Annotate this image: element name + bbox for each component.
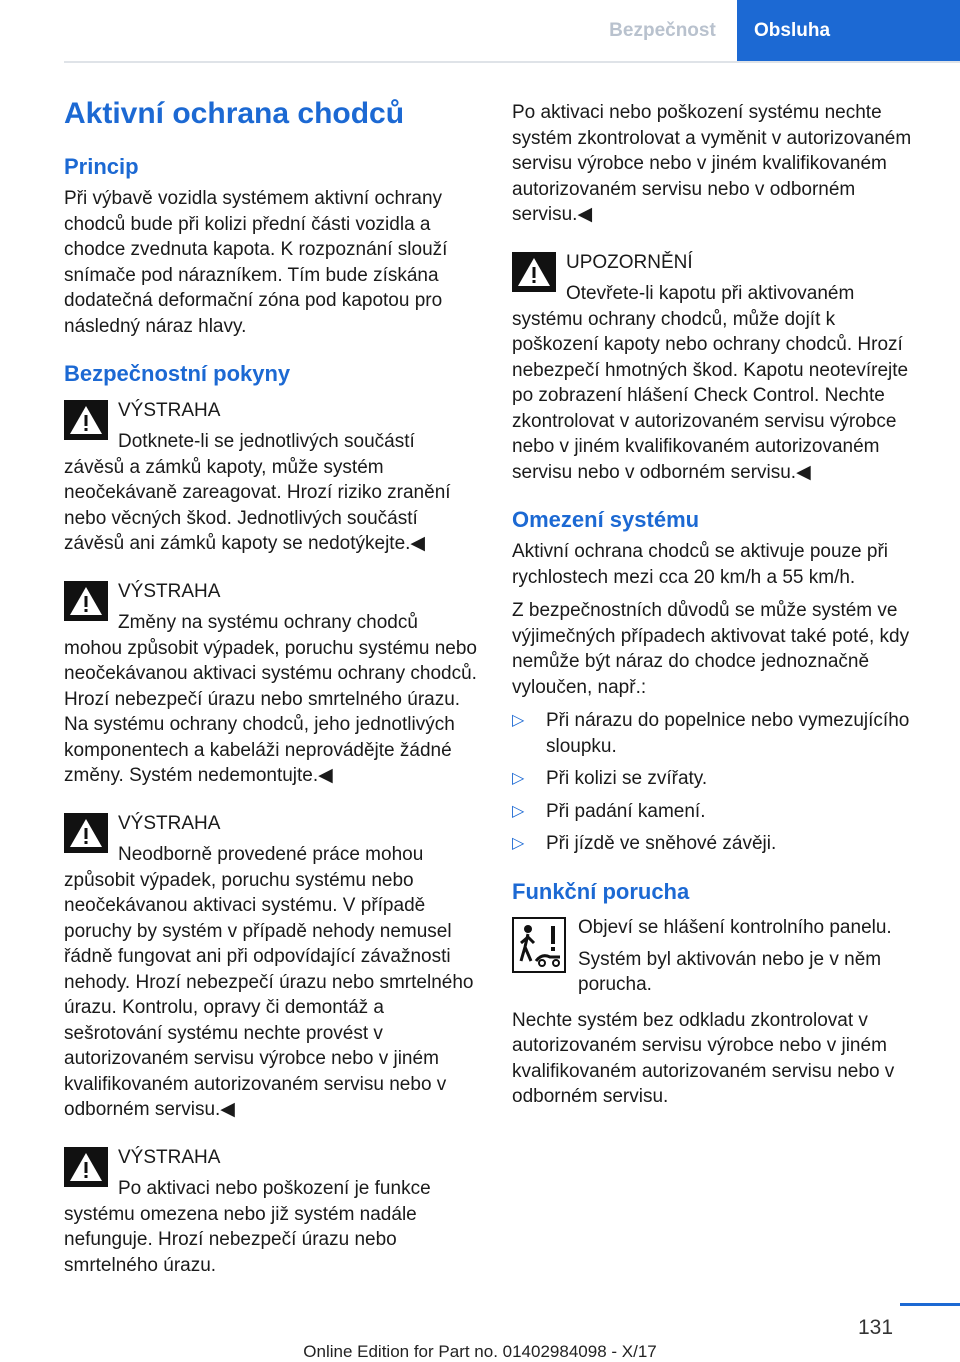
list-item xyxy=(512,799,926,825)
warning-label: VÝSTRAHA xyxy=(118,399,221,421)
limits-text-1: Aktivní ochrana chodců se aktivuje pouze při rychlostech mezi cca 20 km/h a 55 km/h. xyxy=(512,541,888,588)
limits-text-2: Z bezpečnostních důvodů se může systém ve výjimečných případech aktivovat také poté, kdy nemůže být náraz do chodce jednoznačně vyloučen, např.: xyxy=(512,600,910,698)
warning-block xyxy=(64,1145,478,1279)
warning-triangle-icon xyxy=(64,581,108,621)
warning-block xyxy=(64,579,478,789)
principle-text: Při výbavě vozidla systémem aktivní ochrany chodců bude při kolizi přední části vozidla a chodce zvednuta kapota. K rozpoznání slouží snímače pod nárazníkem. Tím bude získána dodatečná deformační zóna pod kapotou pro následný náraz hlavy. xyxy=(64,188,448,337)
safety-heading: Bezpečnostní pokyny xyxy=(64,361,291,387)
tab-safety[interactable]: Bezpečnost xyxy=(609,20,716,41)
warning-label: VÝSTRAHA xyxy=(118,1146,221,1168)
warning-text: Dotknete-li se jednotlivých součástí závěsů a zámků kapoty, může systém neočekávaně zareagovat. Hrozí riziko zranění nebo věcných škod. Jednotlivých součástí závěsů ani zámků kapoty se nedotýkejte.◀ xyxy=(64,431,451,555)
list-item-text: Při kolizi se zvířaty. xyxy=(546,768,708,790)
triangle-bullet-icon: ▷ xyxy=(512,770,525,788)
malfunction-line-1: Objeví se hlášení kontrolního panelu. xyxy=(578,917,892,939)
footer-rule xyxy=(900,1303,960,1306)
triangle-bullet-icon: ▷ xyxy=(512,712,525,730)
malfunction-heading: Funkční porucha xyxy=(512,878,690,904)
warning-triangle-icon xyxy=(64,400,108,440)
list-item xyxy=(512,766,926,792)
list-item xyxy=(512,708,926,759)
page-title: Aktivní ochrana chodců xyxy=(64,97,405,130)
malfunction-text: Nechte systém bez odkladu zkontrolovat v autorizovaném servisu výrobce nebo v jiném kvalifikovaném autorizovaném servisu nebo v odborném servisu. xyxy=(512,1009,895,1108)
warning-triangle-icon xyxy=(64,1147,108,1187)
list-item-text: Při padání kamení. xyxy=(546,800,706,822)
warning-triangle-icon xyxy=(64,813,108,853)
header-bar xyxy=(0,0,960,62)
right-column xyxy=(512,100,926,1110)
edition-label: Online Edition for Part no. 01402984098 - X/17 xyxy=(303,1342,657,1361)
warning-label: VÝSTRAHA xyxy=(118,580,221,602)
triangle-bullet-icon: ▷ xyxy=(512,802,525,820)
left-column xyxy=(64,96,478,1300)
warning-triangle-icon xyxy=(512,252,556,292)
malfunction-lines xyxy=(578,915,926,998)
list-item xyxy=(512,831,926,857)
malfunction-block xyxy=(512,915,926,1004)
tab-operation[interactable]: Obsluha xyxy=(737,0,960,62)
warning-block xyxy=(64,398,478,557)
continued-text: Po aktivaci nebo poškození systému nechte systém zkontrolovat a vyměnit v autorizovaném servisu výrobce nebo v jiném kvalifikovaném autorizovaném servisu nebo v odborném servisu.◀ xyxy=(512,102,912,225)
limits-heading: Omezení systému xyxy=(512,507,700,532)
warning-text: Změny na systému ochrany chodců mohou způsobit výpadek, poruchu systému nebo neočekávanou aktivaci systému ochrany chodců. Hrozí nebezpečí úrazu nebo smrtelného úrazu. Na systému ochrany chodců, jeho jednotlivých komponentech a kabeláži neprovádějte žádné změny. Systém nedemontujte.◀ xyxy=(64,612,477,787)
warning-label: VÝSTRAHA xyxy=(118,812,221,834)
warning-text: Neodborně provedené práce mohou způsobit výpadek, poruchu systému nebo neočekávanou aktivaci systému. V případě poruchy by systém v případě nehody nemusel řádně fungovat ani při odpovídající závažnosti nehody. Hrozí nebezpečí úrazu nebo smrtelného úrazu. Kontrolu, opravy či demontáž a sešrotování systému nechte provést v autorizovaném servisu výrobce nebo v jiném kvalifikovaném autorizovaném servisu nebo v odborném servisu.◀ xyxy=(64,844,474,1121)
warning-text: Po aktivaci nebo poškození je funkce systému omezena nebo již systém nadále nefunguje. Hrozí nebezpečí úrazu nebo smrtelného úrazu. xyxy=(64,1178,431,1276)
header-divider xyxy=(64,61,960,63)
limits-list xyxy=(512,708,926,857)
list-item-text: Při jízdě ve sněhové závěji. xyxy=(546,833,777,855)
pedestrian-protection-icon xyxy=(512,917,566,973)
caution-label: UPOZORNĚNÍ xyxy=(566,251,693,273)
caution-text: Otevřete-li kapotu při aktivovaném systému ochrany chodců, může dojít k poškození kapoty nebo ochrany chodců. Hrozí nebezpečí hmotných škod. Kapotu neotevírejte po zobrazení hlášení Check Control. Nechte zkontrolovat v autorizovaném servisu výrobce nebo v jiném kvalifikovaném autorizovaném servisu nebo v odborném servisu.◀ xyxy=(512,283,909,483)
list-item-text: Při nárazu do popelnice nebo vymezujícího sloupku. xyxy=(546,710,910,757)
triangle-bullet-icon: ▷ xyxy=(512,835,525,853)
principle-heading: Princip xyxy=(64,154,139,179)
page-number: 131 xyxy=(858,1316,894,1339)
caution-block xyxy=(512,250,926,486)
warning-block xyxy=(64,811,478,1123)
malfunction-line-2: Systém byl aktivován nebo je v něm porucha. xyxy=(578,948,882,996)
